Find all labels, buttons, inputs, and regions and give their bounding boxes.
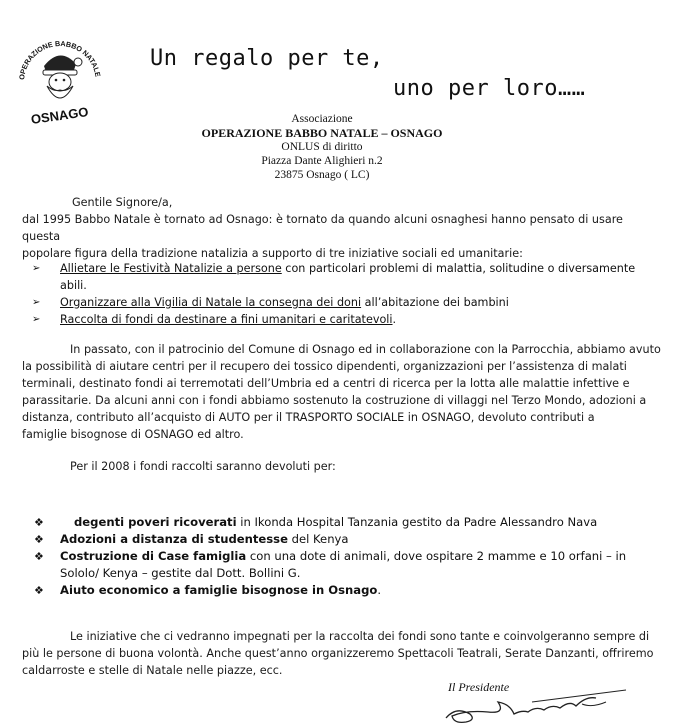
list-item [30, 294, 670, 311]
destination-bold: Adozioni a distanza di studentesse [60, 532, 288, 546]
past-line: famiglie bisognose di OSNAGO ed altro. [22, 428, 244, 441]
address-city: 23875 Osnago ( LC) [274, 169, 370, 181]
arrow-bullet-icon: ➢ [32, 297, 41, 308]
past-line: distanza, contributo all’acquisto di AUTO per il TRASPORTO SOCIALE in OSNAGO, devoluto contributi a [22, 411, 595, 424]
greeting: Gentile Signore/a, [72, 196, 173, 209]
past-paragraph [22, 341, 672, 443]
address-onlus: ONLUS di diritto [281, 141, 363, 153]
closing-line: Le iniziative che ci vedranno impegnati per la raccolta dei fondi sono tante e coinvolgeranno sempre di [70, 630, 650, 643]
intro-line: dal 1995 Babbo Natale è tornato ad Osnago: è tornato da quando alcuni osnaghesi hanno pensato di usare questa [22, 213, 623, 243]
diamond-bullet-icon: ❖ [34, 516, 44, 529]
list-item [34, 531, 684, 548]
arrow-bullet-icon: ➢ [32, 263, 41, 274]
diamond-bullet-icon: ❖ [34, 584, 44, 597]
list-item [34, 582, 684, 599]
destination-text: del Kenya [287, 532, 349, 546]
santa-claus-icon [14, 30, 106, 126]
initiative-underlined: Organizzare alla Vigilia di Natale la consegna dei doni [60, 296, 362, 309]
list-item [34, 548, 684, 582]
list-item [34, 514, 684, 531]
initiatives-list [30, 260, 670, 328]
tagline-line-2: uno per loro…… [393, 76, 586, 101]
intro-line: popolare figura della tradizione natalizia a supporto di tre iniziative sociali ed umanitarie: [22, 247, 523, 260]
president-title: Il Presidente [448, 680, 510, 694]
association-logo [14, 30, 106, 126]
destinations-list [34, 514, 684, 599]
svg-text:OPERAZIONE BABBO NATALE: OPERAZIONE BABBO NATALE [17, 38, 103, 81]
destination-text: con una dote di animali, dove ospitare 2 mamme e 10 orfani – in [246, 549, 627, 563]
address-street: Piazza Dante Alighieri n.2 [261, 155, 383, 167]
funds-2008-heading: Per il 2008 i fondi raccolti saranno devoluti per: [70, 460, 336, 473]
past-line: parassitarie. Da alcuni anni con i fondi abbiamo sostenuto la costruzione di villaggi nel Terzo Mondo, adozioni a [22, 394, 647, 407]
past-line: la possibilità di aiutare centri per il recupero dei tossico dipendenti, organizzazioni per l’assistenza di malati [22, 360, 627, 373]
svg-text:OSNAGO: OSNAGO [29, 104, 90, 126]
address-block [172, 112, 472, 182]
handwritten-signature [436, 684, 636, 726]
tagline-line-1: Un regalo per te, [150, 46, 384, 71]
destination-text: in Ikonda Hospital Tanzania gestito da Padre Alessandro Nava [236, 515, 598, 529]
diamond-bullet-icon: ❖ [34, 533, 44, 546]
past-line: terminali, destinato fondi ai terremotati dell’Umbria ed a centri di ricerca per la lotta alle malattie infettive e [22, 377, 630, 390]
closing-line: caldarroste e stelle di Natale nelle piazze, ecc. [22, 664, 283, 677]
list-item [30, 311, 670, 328]
initiative-text-cont: abili. [60, 279, 87, 292]
destination-bold: Costruzione di Case famiglia [60, 549, 247, 563]
intro-paragraph [22, 211, 662, 262]
address-org: OPERAZIONE BABBO NATALE – OSNAGO [201, 126, 443, 140]
list-item [30, 260, 670, 294]
closing-paragraph [22, 628, 672, 679]
initiative-underlined: Allietare le Festività Natalizie a persone [60, 262, 282, 275]
past-line: In passato, con il patrocinio del Comune di Osnago ed in collaborazione con la Parrocchia, abbiamo avuto [70, 343, 661, 356]
destination-text: . [377, 583, 382, 597]
destination-text-cont: Sololo/ Kenya – gestite dal Dott. Bollini G. [60, 566, 301, 580]
closing-line: più le persone di buona volontà. Anche quest’anno organizzeremo Spettacoli Teatrali, Serate Danzanti, offriremo [22, 647, 654, 660]
initiative-text: con particolari problemi di malattia, solitudine o diversamente [281, 262, 636, 275]
initiative-text: . [392, 313, 397, 326]
address-assoc: Associazione [291, 113, 353, 125]
arrow-bullet-icon: ➢ [32, 314, 41, 325]
initiative-underlined: Raccolta di fondi da destinare a fini umanitari e caritatevoli [60, 313, 393, 326]
destination-bold: degenti poveri ricoverati [74, 515, 237, 529]
destination-bold: Aiuto economico a famiglie bisognose in Osnago [60, 583, 378, 597]
diamond-bullet-icon: ❖ [34, 550, 44, 563]
initiative-text: all’abitazione dei bambini [361, 296, 509, 309]
